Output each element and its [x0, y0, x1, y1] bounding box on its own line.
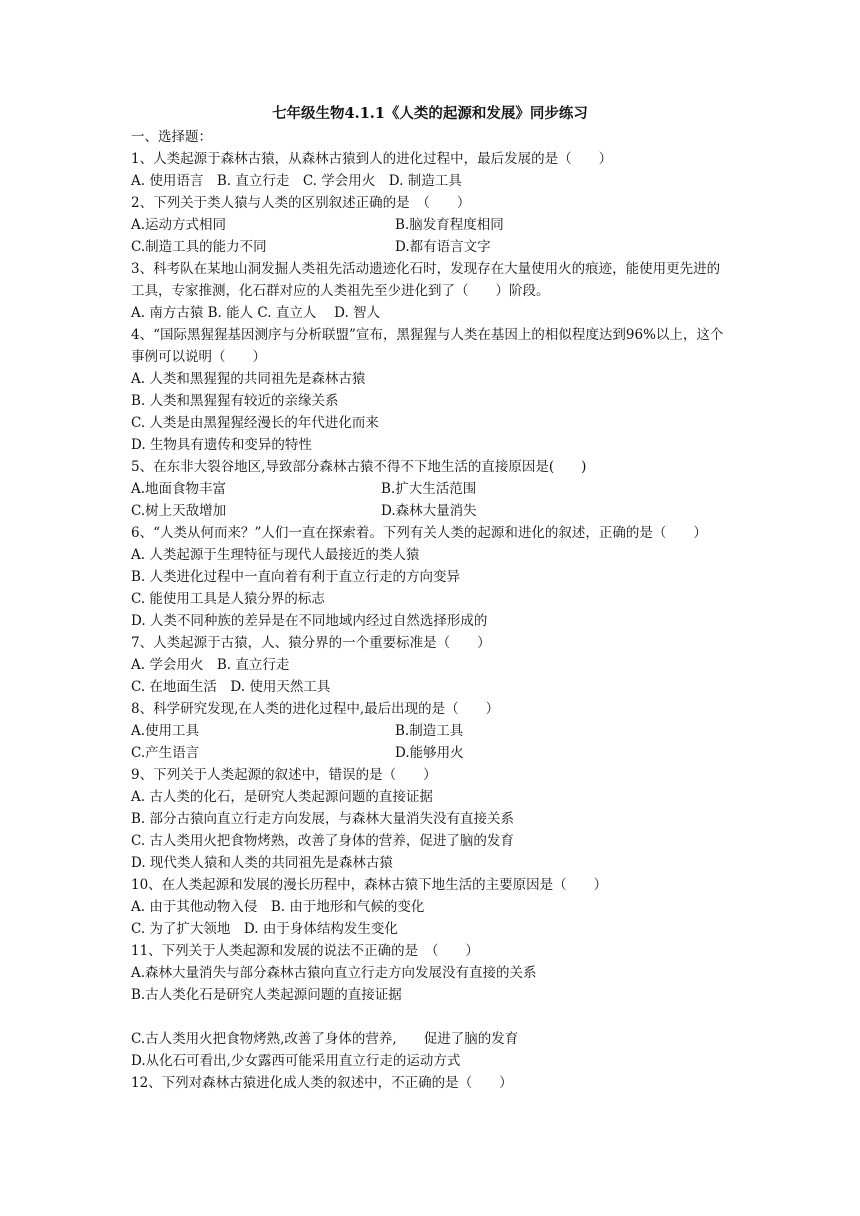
option-c: C. 人类是由黑猩猩经漫长的年代进化而来	[131, 415, 379, 431]
option-a: A.地面食物丰富	[131, 481, 227, 497]
question-1	[131, 148, 731, 192]
option-d: D. 人类不同种族的差异是在不同地域内经过自然选择形成的	[131, 613, 488, 629]
question-stem: 6、“人类从何而来？”人们一直在探索着。下列有关人类的起源和进化的叙述，正确的是（ ）	[131, 525, 707, 541]
question-stem: 7、人类起源于古猿，人、猿分界的一个重要标准是（ ）	[131, 635, 491, 651]
option-row	[131, 500, 731, 522]
option-d: D.都有语言文字	[395, 239, 491, 255]
option-b: B.扩大生活范围	[381, 481, 477, 497]
option-b: B. 人类和黑猩猩有较近的亲缘关系	[131, 393, 339, 409]
option-row	[131, 478, 731, 500]
question-stem: 1、人类起源于森林古猿，从森林古猿到人的进化过程中，最后发展的是（ ）	[131, 151, 613, 167]
option-a: A. 人类起源于生理特征与现代人最接近的类人猿	[131, 547, 420, 563]
option-a: A. 人类和黑猩猩的共同祖先是森林古猿	[131, 371, 366, 387]
question-6	[131, 522, 731, 632]
question-5	[131, 456, 731, 522]
option-d: D.森林大量消失	[381, 503, 477, 519]
question-stem: 8、科学研究发现,在人类的进化过程中,最后出现的是（ ）	[131, 701, 500, 717]
option-row	[131, 742, 731, 764]
question-10	[131, 874, 731, 940]
option-a: A. 古人类的化石，是研究人类起源问题的直接证据	[131, 789, 433, 805]
question-stem: 11、下列关于人类起源和发展的说法不正确的是 （ ）	[131, 943, 479, 959]
document-title: 七年级生物4.1.1《人类的起源和发展》同步练习	[272, 105, 588, 122]
options-ab: A. 学会用火 B. 直立行走	[131, 657, 290, 673]
option-d: D. 生物具有遗传和变异的特性	[131, 437, 312, 453]
question-stem: 9、下列关于人类起源的叙述中，错误的是（ ）	[131, 767, 437, 783]
option-row	[131, 720, 731, 742]
question-4	[131, 324, 731, 456]
option-b: B.制造工具	[395, 723, 464, 739]
option-a: A.森林大量消失与部分森林古猿向直立行走方向发展没有直接的关系	[131, 965, 537, 981]
question-options: A. 南方古猿 B. 能人 C. 直立人 D. 智人	[131, 305, 381, 321]
question-11	[131, 940, 731, 1072]
question-options: A. 使用语言 B. 直立行走 C. 学会用火 D. 制造工具	[131, 173, 462, 189]
question-stem: 12、下列对森林古猿进化成人类的叙述中，不正确的是（ ）	[131, 1075, 513, 1091]
option-c: C.产生语言	[131, 745, 200, 761]
option-row	[131, 236, 731, 258]
question-7	[131, 632, 731, 698]
question-9	[131, 764, 731, 874]
option-b: B. 部分古猿向直立行走方向发展，与森林大量消失没有直接关系	[131, 811, 515, 827]
options-cd: C. 为了扩大领地 D. 由于身体结构发生变化	[131, 921, 398, 937]
option-d: D.能够用火	[395, 745, 464, 761]
question-stem: 2、下列关于类人猿与人类的区别叙述正确的是 （ ）	[131, 195, 471, 211]
option-a: A.运动方式相同	[131, 217, 227, 233]
option-row	[131, 214, 731, 236]
option-c: C.制造工具的能力不同	[131, 239, 267, 255]
question-stem: 5、在东非大裂谷地区,导致部分森林古猿不得不下地生活的直接原因是( )	[131, 459, 587, 475]
question-stem: 10、在人类起源和发展的漫长历程中，森林古猿下地生活的主要原因是（ ）	[131, 877, 608, 893]
blank-gap	[131, 1006, 731, 1028]
option-d: D.从化石可看出,少女露西可能采用直立行走的运动方式	[131, 1053, 461, 1069]
option-b: B.脑发育程度相同	[395, 217, 504, 233]
question-2	[131, 192, 731, 258]
option-c: C.古人类用火把食物烤熟,改善了身体的营养, 促进了脑的发育	[131, 1031, 519, 1047]
options-ab: A. 由于其他动物入侵 B. 由于地形和气候的变化	[131, 899, 425, 915]
options-cd: C. 在地面生活 D. 使用天然工具	[131, 679, 331, 695]
question-8	[131, 698, 731, 764]
question-3	[131, 258, 731, 324]
option-b: B.古人类化石是研究人类起源问题的直接证据	[131, 987, 402, 1003]
option-a: A.使用工具	[131, 723, 200, 739]
option-c: C. 能使用工具是人猿分界的标志	[131, 591, 325, 607]
option-c: C.树上天敌增加	[131, 503, 227, 519]
question-list	[131, 126, 731, 1094]
question-stem: 3、科考队在某地山洞发掘人类祖先活动遗迹化石时，发现存在大量使用火的痕迹，能使用更先进的工具，专家推测，化石群对应的人类祖先至少进化到了（ ）阶段。	[131, 261, 721, 299]
option-b: B. 人类进化过程中一直向着有利于直立行走的方向变异	[131, 569, 461, 585]
question-stem: 4、“国际黑猩猩基因测序与分析联盟”宣布，黑猩猩与人类在基因上的相似程度达到96%以上，这个事例可以说明（ ）	[131, 327, 724, 365]
question-12	[131, 1072, 731, 1094]
option-d: D. 现代类人猿和人类的共同祖先是森林古猿	[131, 855, 393, 871]
section-heading: 一、选择题：	[131, 129, 212, 145]
option-c: C. 古人类用火把食物烤熟，改善了身体的营养，促进了脑的发育	[131, 833, 514, 849]
